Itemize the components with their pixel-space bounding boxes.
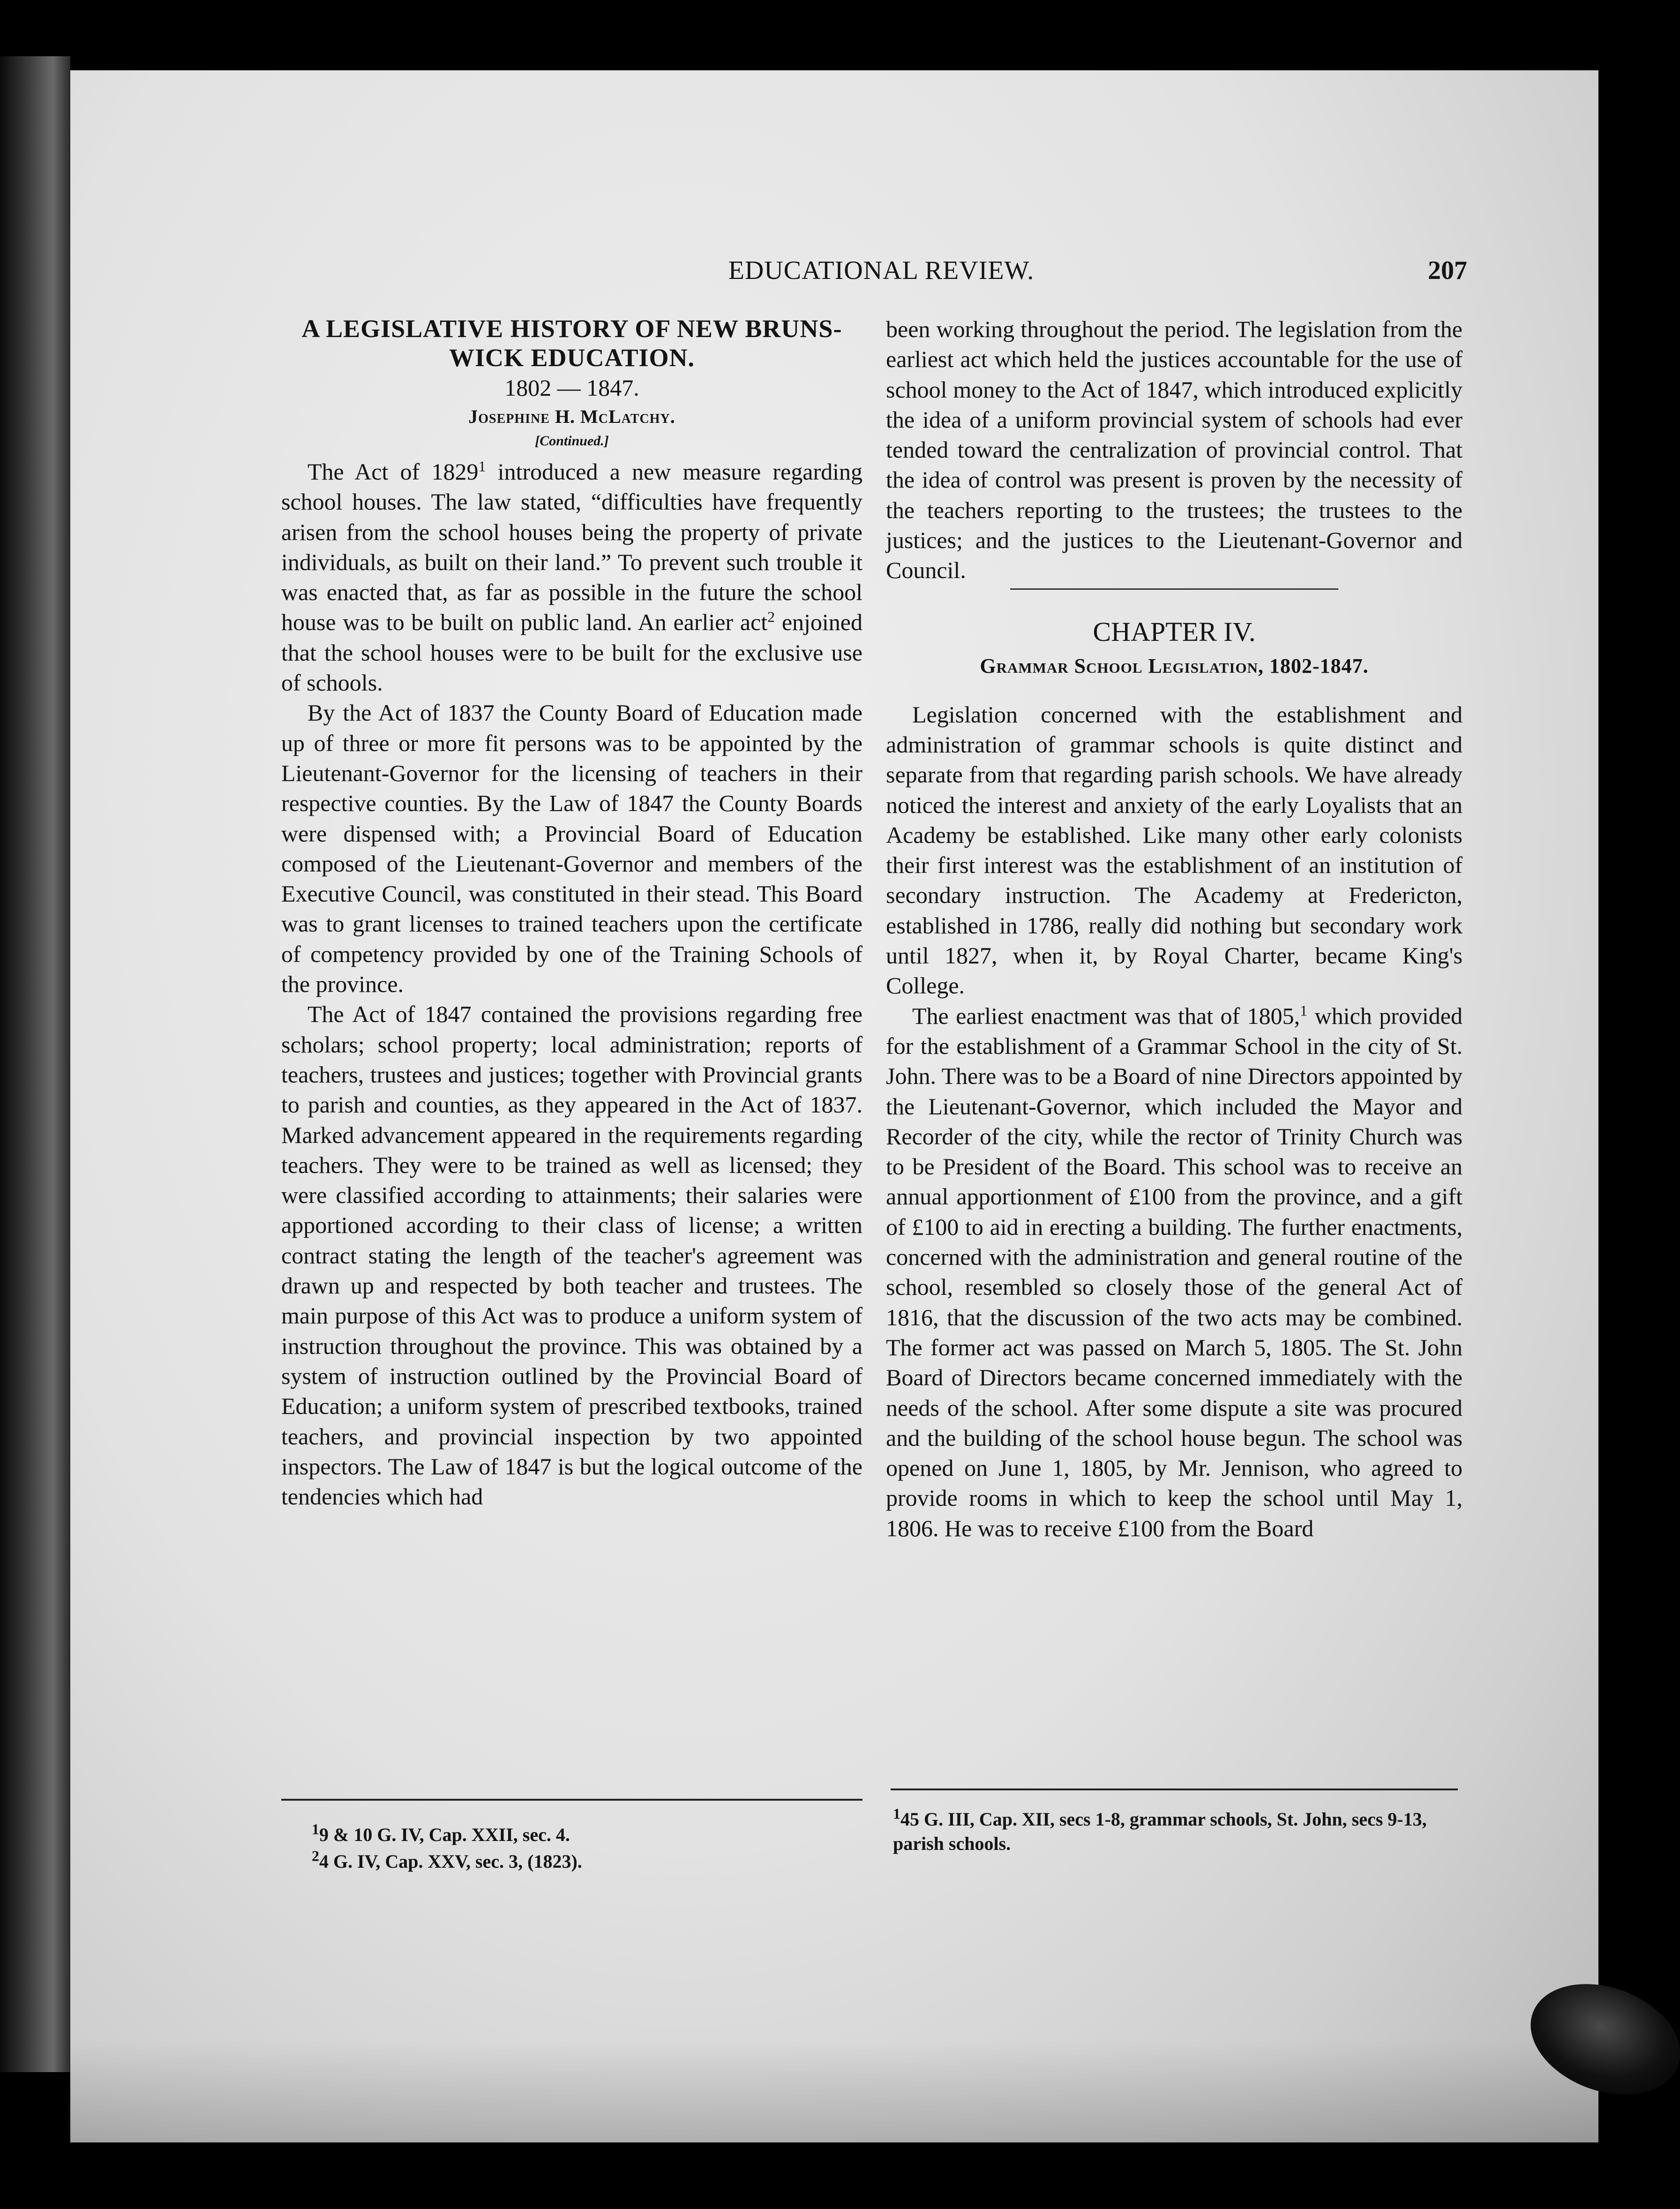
article-title-line-1: A LEGISLATIVE HISTORY OF NEW BRUNS- — [301, 315, 842, 343]
footnote-left-1: $^1$9 & 10 G. IV, Cap. XXII, sec. 4. — [312, 1820, 570, 1845]
paragraph-act-1847: The Act of 1847 contained the provisions regarding free scholars; school property; local administration; reports of teachers, trustees and justices; together with Provincial grants to parish and counties, as they appeared in the Act of 1837. Marked advancement appeared in the requirements regarding teachers. They were to be trained as well as licensed; they were classified according to attainments; their salaries were apportioned according to their class of license; a written contract stating the length of the teacher's agreement was drawn up and respected by both teacher and trustees. The main purpose of this Act was to produce a uniform system of instruction throughout the province. This was obtained by a system of instruction outlined by the Provincial Board of Education; a uniform system of prescribed textbooks, trained teachers, and provincial inspection by two appointed inspectors. The Law of 1847 is but the logical outcome of the tendencies which had — [281, 1001, 862, 1510]
continued-note: [Continued.] — [535, 433, 609, 449]
article-dates: 1802 — 1847. — [504, 375, 639, 401]
article-title — [281, 314, 862, 372]
paragraph-earliest-enactment: The earliest enactment was that of 1805,$^1$ which provided for the establishment of a Grammar School in the city of St. John. There was to be a Board of nine Directors appointed by the Lieutenant-Governor, which included the Mayor and Recorder of the city, while the rector of Trinity Church was to be President of the Board. This school was to receive an annual apportionment of £100 from the province, and a gift of £100 to aid in erecting a building. The further enactments, concerned with the administration and general routine of the school, resembled so closely those of the general Act of 1816, that the discussion of the two acts may be combined. The former act was passed on March 5, 1805. The St. John Board of Directors became concerned immediately with the needs of the school. After some dispute a site was procured and the building of the school house begun. The school was opened on June 1, 1805, by Mr. Jennison, who agreed to provide rooms in which to keep the school until May 1, 1806. He was to receive £100 from the Board — [886, 1001, 1462, 1541]
paragraph-grammar-schools: Legislation concerned with the establishment and administration of grammar schools is quite distinct and separate from that regarding parish schools. We have already noticed the interest and anxiety of the early Loyalists that an Academy be established. Like many other early colonists their first interest was the establishment of an institution of secondary instruction. The Academy at Fredericton, established in 1786, really did nothing but secondary work until 1827, when it, by Royal Charter, became King's College. — [886, 701, 1462, 999]
footnote-ref-2: 2 — [767, 608, 775, 625]
footnote-ref-right-1: 1 — [1300, 1001, 1308, 1019]
page-number: 207 — [1428, 256, 1467, 285]
paragraph-act-1829: The Act of 1829$^1$ introduced a new measure regarding school houses. The law stated, “difficulties have frequently arisen from the school houses being the property of private individuals, as built on their land.” To prevent such trouble it was enacted that, as far as possible in the future the school house was to be built on public land. An earlier act$^2$ enjoined that the school houses were to be built for the exclusive use of schools. — [281, 458, 863, 696]
chapter-subheading: Grammar School Legislation, 1802-1847. — [980, 654, 1369, 677]
running-header: EDUCATIONAL REVIEW. — [728, 256, 1035, 285]
article-author: Josephine H. McLatchy. — [468, 406, 675, 427]
footnote-ref-1: 1 — [478, 458, 486, 475]
left-column — [281, 314, 862, 1511]
footnote-rule-left — [281, 1799, 862, 1801]
chapter-heading: CHAPTER IV. — [1093, 616, 1256, 647]
paragraph-continuation: been working throughout the period. The legislation from the earliest act which held the justices accountable for the use of school money to the Act of 1847, which introduced explicitly the idea of a uniform provincial system of schools had ever tended toward the centralization of provincial control. That the idea of control was present is proven by the necessity of the teachers reporting to the trustees; the trustees to the justices; and the justices to the Lieutenant-Governor and Council. — [886, 316, 1462, 584]
paragraph-act-1837: By the Act of 1837 the County Board of Education made up of three or more fit persons was to be appointed by the Lieutenant-Governor for the licensing of teachers in their respective counties. By the Law of 1847 the County Boards were dispensed with; a Provincial Board of Education composed of the Lieutenant-Governor and members of the Executive Council, was constituted in their stead. This Board was to grant licenses to trained teachers upon the certificate of competency provided by one of the Training Schools of the province. — [281, 699, 862, 998]
page-shadow — [70, 2039, 1598, 2142]
footnote-left-2: $^2$4 G. IV, Cap. XXV, sec. 3, (1823). — [312, 1847, 582, 1872]
footnote-rule-right — [891, 1788, 1458, 1790]
right-column — [886, 314, 1462, 1543]
footnote-right-1: $^1$45 G. III, Cap. XII, secs 1-8, grammar schools, St. John, secs 9-13, parish schools. — [893, 1805, 1427, 1854]
article-title-line-2: WICK EDUCATION. — [449, 344, 695, 372]
facing-page-edge — [0, 56, 70, 2072]
section-divider — [1010, 588, 1338, 590]
